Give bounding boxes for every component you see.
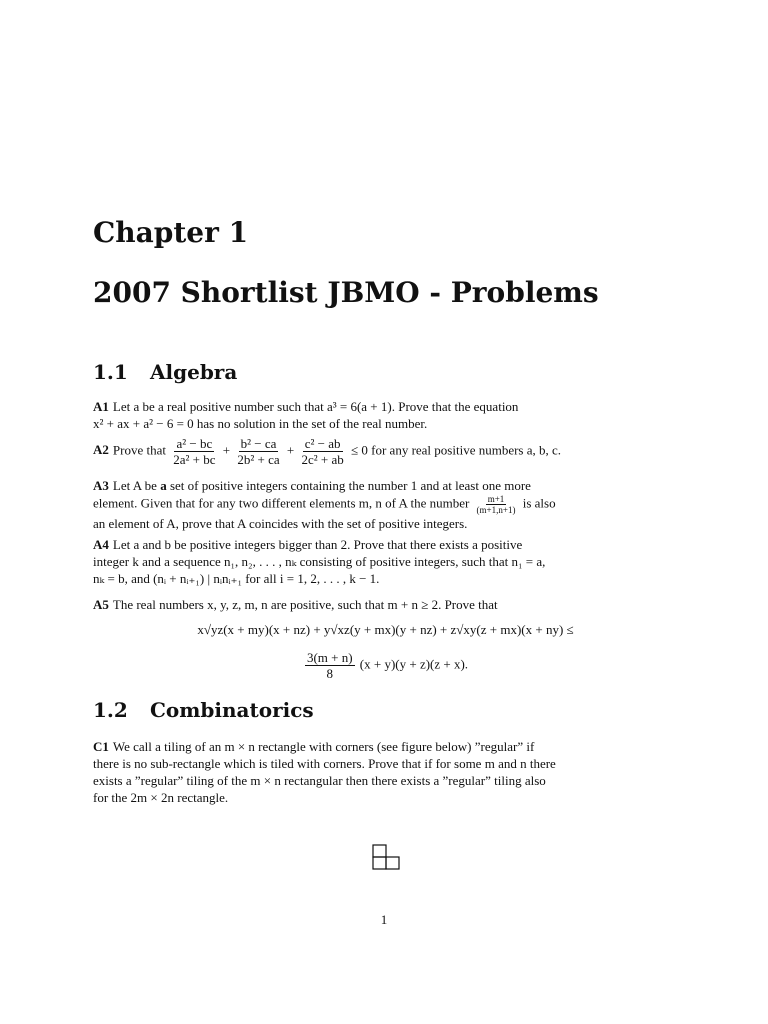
fraction [171,436,217,467]
problem-label: A2 [93,442,109,458]
document-title: 2007 Shortlist JBMO - Problems [93,276,599,309]
problem-label: A3 [93,478,109,493]
fraction [299,436,345,467]
section-heading-algebra [93,360,237,384]
problem-a5 [93,596,678,613]
problem-text: (x + y)(y + z)(z + x). [359,656,469,672]
fraction-denominator: 2b² + ca [237,452,280,467]
problem-c1 [93,738,678,806]
problem-text: is also [522,495,556,511]
problem-label: A4 [93,537,109,552]
fraction-numerator: a² − bc [176,436,213,451]
fraction-numerator: m+1 [487,494,505,504]
problem-a4 [93,536,678,587]
fraction-denominator: (m+1,n+1) [476,505,516,515]
problem-text: nₖ = b, and (nᵢ + nᵢ₊₁) | nᵢnᵢ₊₁ for all i = 1, 2, . . . , k − 1. [93,571,380,586]
problem-text: The real numbers x, y, z, m, n are positive, such that m + n ≥ 2. Prove that [112,597,498,612]
fraction-numerator: c² − ab [304,436,341,451]
problem-text: for the 2m × 2n rectangle. [93,790,229,805]
problem-label: A1 [93,399,109,414]
page-number: 1 [380,912,388,927]
problem-text: Let a and b be positive integers bigger than 2. Prove that there exists a positive [112,537,523,552]
plus-sign: + [286,442,295,458]
problem-text: set of positive integers containing the number 1 and at least one more [169,478,531,493]
fraction-denominator: 8 [326,666,333,681]
fraction [235,436,281,467]
fraction-numerator: 3(m + n) [306,650,353,665]
problem-text: x² + ax + a² − 6 = 0 has no solution in the set of the real number. [93,416,428,431]
problem-a1 [93,398,678,432]
corner-tile-figure [372,844,400,870]
section-number: 1.1 [93,360,128,384]
section-title: Algebra [150,360,238,384]
problem-text: an element of A, prove that A coincides with the set of positive integers. [93,516,468,531]
problem-text: Let A be [112,478,157,493]
problem-a2 [93,436,678,467]
problem-text: element. Given that for any two different elements m, n of A the number [93,495,470,511]
fraction-denominator: 2a² + bc [173,452,216,467]
problem-text: integer k and a sequence n₁, n₂, . . . , nₖ consisting of positive integers, such that n₁ = a, [93,554,546,569]
problem-text: We call a tiling of an m × n rectangle with corners (see figure below) ”regular” if [112,739,535,754]
problem-text: ≤ 0 for any real positive numbers a, b, c. [351,442,562,458]
fraction [305,650,355,681]
section-title: Combinatorics [150,698,314,722]
fraction-denominator: 2c² + ab [301,452,344,467]
problem-label: A5 [93,597,109,612]
problem-text: exists a ”regular” tiling of the m × n rectangular then there exists a ”regular” tiling also [93,773,546,788]
plus-sign: + [222,442,231,458]
tile-cell [386,857,399,869]
bold-word: a [160,478,167,493]
chapter-title: Chapter 1 [93,216,249,249]
tile-cell [373,845,386,857]
fraction [475,494,518,515]
display-inequality-line2 [93,650,678,681]
problem-text: there is no sub-rectangle which is tiled with corners. Prove that if for some m and n there [93,756,556,771]
problem-text: Let a be a real positive number such that a³ = 6(a + 1). Prove that the equation [112,399,519,414]
fraction-numerator: b² − ca [240,436,277,451]
tile-cell [373,857,386,869]
problem-label: C1 [93,739,109,754]
section-heading-combinatorics [93,698,314,722]
problem-a3 [93,477,678,532]
section-number: 1.2 [93,698,128,722]
problem-text: Prove that [112,442,166,458]
display-inequality-line1: x√yz(x + my)(x + nz) + y√xz(y + mx)(y + nz) + z√xy(z + mx)(x + ny) ≤ [197,622,574,637]
